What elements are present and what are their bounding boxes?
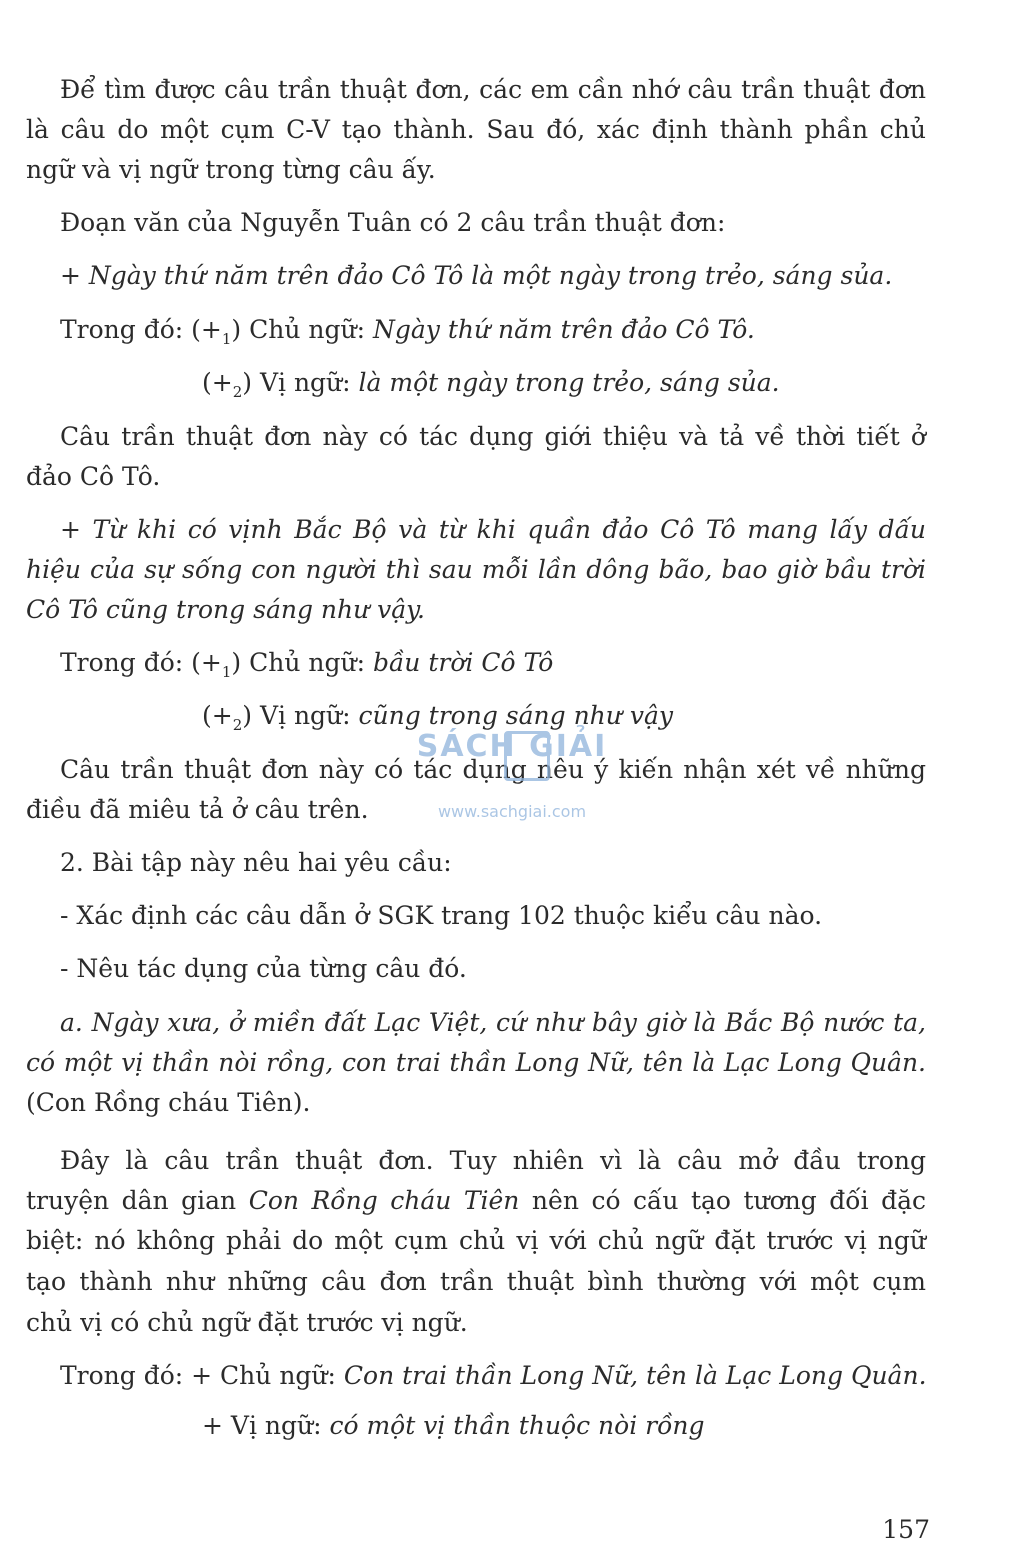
subject-text: bầu trời Cô Tô bbox=[372, 648, 554, 677]
subscript: 2 bbox=[232, 716, 243, 734]
label-text: ) Chủ ngữ: bbox=[231, 648, 373, 677]
quoted-sentence: có một vị thần nòi rồng, con trai thần Long Nữ, tên là Lạc Long Quân. bbox=[26, 1048, 926, 1077]
label-text: (+ bbox=[202, 701, 233, 730]
quoted-sentence: a. Ngày xưa, ở miền đất Lạc Việt, cứ như bây giờ là Bắc Bộ nước ta, bbox=[60, 1008, 926, 1037]
exercise-heading: 2. Bài tập này nêu hai yêu cầu: bbox=[60, 848, 452, 877]
paragraph-line: Đây là câu trần thuật đơn. Tuy nhiên vì là câu mở đầu trong bbox=[60, 1146, 926, 1175]
subject-line bbox=[60, 643, 926, 686]
paragraph-line: ngữ và vị ngữ trong từng câu ấy. bbox=[26, 155, 436, 184]
page-number: 157 bbox=[882, 1515, 930, 1544]
text-run: nên có cấu tạo tương đối đặc bbox=[519, 1186, 927, 1215]
subject-line bbox=[60, 1356, 926, 1396]
subject-text: Ngày thứ năm trên đảo Cô Tô. bbox=[372, 315, 755, 344]
paragraph-line: Câu trần thuật đơn này có tác dụng giới thiệu và tả về thời tiết ở bbox=[60, 422, 926, 451]
paragraph-line: Để tìm được câu trần thuật đơn, các em cần nhớ câu trần thuật đơn bbox=[60, 75, 926, 104]
list-item: - Xác định các câu dẫn ở SGK trang 102 thuộc kiểu câu nào. bbox=[60, 901, 823, 930]
text-run: truyện dân gian bbox=[26, 1186, 249, 1215]
watermark-url: www.sachgiai.com bbox=[437, 802, 587, 821]
watermark-brand: SÁCH GIẢI bbox=[416, 729, 608, 764]
story-title: Con Rồng cháu Tiên bbox=[248, 1186, 520, 1215]
paragraph-line: chủ vị có chủ ngữ đặt trước vị ngữ. bbox=[26, 1308, 468, 1337]
subscript: 2 bbox=[232, 383, 243, 401]
watermark bbox=[412, 727, 612, 827]
paragraph-line: tạo thành như những câu đơn trần thuật bình thường với một cụm bbox=[26, 1267, 926, 1296]
predicate-text: cũng trong sáng như vậy bbox=[358, 701, 673, 730]
quoted-sentence: Cô Tô cũng trong sáng như vậy. bbox=[26, 595, 425, 624]
label-text: Trong đó: (+ bbox=[60, 648, 222, 677]
quoted-sentence: hiệu của sự sống con người thì sau mỗi lần dông bão, bao giờ bầu trời bbox=[26, 555, 926, 584]
label-text: Trong đó: (+ bbox=[60, 315, 222, 344]
paragraph-line: điều đã miêu tả ở câu trên. bbox=[26, 795, 369, 824]
subscript: 1 bbox=[221, 663, 232, 681]
label-text: + Vị ngữ: bbox=[202, 1411, 330, 1440]
quoted-sentence: + Từ khi có vịnh Bắc Bộ và từ khi quần đảo Cô Tô mang lấy dấu bbox=[60, 515, 926, 544]
subject-text: Con trai thần Long Nữ, tên là Lạc Long Quân. bbox=[343, 1361, 927, 1390]
list-item: - Nêu tác dụng của từng câu đó. bbox=[60, 954, 467, 983]
label-text: Trong đó: + Chủ ngữ: bbox=[60, 1361, 344, 1390]
predicate-line bbox=[202, 1406, 926, 1446]
label-text: (+ bbox=[202, 368, 233, 397]
source-citation: (Con Rồng cháu Tiên). bbox=[26, 1088, 311, 1117]
quoted-sentence: + Ngày thứ năm trên đảo Cô Tô là một ngày trong trẻo, sáng sủa. bbox=[60, 261, 893, 290]
watermark-logo-icon bbox=[504, 731, 550, 781]
paragraph-line: Câu trần thuật đơn này có tác dụng nêu ý kiến nhận xét về những bbox=[60, 755, 926, 784]
paragraph-line: đảo Cô Tô. bbox=[26, 462, 161, 491]
predicate-text: là một ngày trong trẻo, sáng sủa. bbox=[358, 368, 780, 397]
paragraph-line: biệt: nó không phải do một cụm chủ vị với chủ ngữ đặt trước vị ngữ bbox=[26, 1226, 926, 1255]
paragraph-line bbox=[26, 1181, 926, 1221]
subscript: 1 bbox=[221, 330, 232, 348]
paragraph-line: Đoạn văn của Nguyễn Tuân có 2 câu trần thuật đơn: bbox=[60, 208, 726, 237]
subject-line bbox=[60, 310, 926, 353]
label-text: ) Chủ ngữ: bbox=[231, 315, 373, 344]
paragraph-line: là câu do một cụm C-V tạo thành. Sau đó, xác định thành phần chủ bbox=[26, 115, 926, 144]
predicate-text: có một vị thần thuộc nòi rồng bbox=[329, 1411, 705, 1440]
label-text: ) Vị ngữ: bbox=[242, 701, 359, 730]
predicate-line bbox=[202, 363, 926, 406]
label-text: ) Vị ngữ: bbox=[242, 368, 359, 397]
